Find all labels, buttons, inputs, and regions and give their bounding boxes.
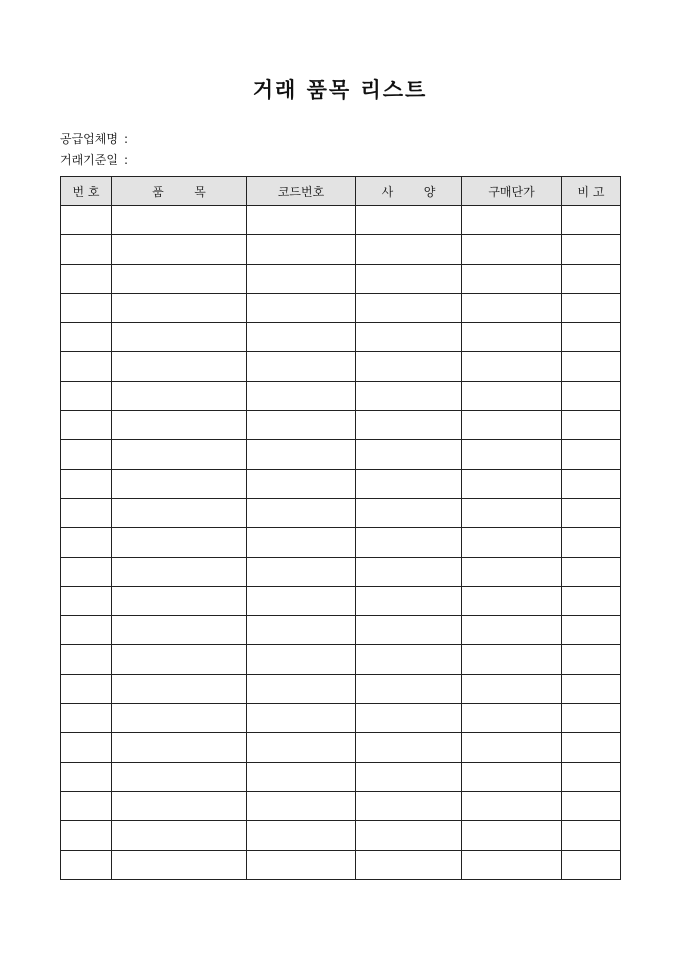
header-spec: 사 양: [356, 177, 462, 206]
cell-number[interactable]: [61, 645, 112, 674]
table-row: [61, 528, 621, 557]
supplier-colon: :: [123, 132, 129, 146]
header-item: 품 목: [112, 177, 247, 206]
table-row: [61, 293, 621, 322]
cell-spec[interactable]: [356, 586, 462, 615]
table-row: [61, 235, 621, 264]
cell-item[interactable]: [112, 850, 247, 879]
cell-remarks[interactable]: [562, 352, 621, 381]
cell-remarks[interactable]: [562, 440, 621, 469]
item-list-table: [60, 176, 621, 880]
cell-code[interactable]: [247, 645, 356, 674]
cell-item[interactable]: [112, 469, 247, 498]
cell-unit-price[interactable]: [462, 704, 562, 733]
cell-code[interactable]: [247, 381, 356, 410]
cell-code[interactable]: [247, 352, 356, 381]
cell-item[interactable]: [112, 440, 247, 469]
cell-spec[interactable]: [356, 528, 462, 557]
table-row: [61, 704, 621, 733]
cell-code[interactable]: [247, 762, 356, 791]
table-row: [61, 381, 621, 410]
header-number: 번 호: [61, 177, 112, 206]
cell-unit-price[interactable]: [462, 762, 562, 791]
cell-item[interactable]: [112, 235, 247, 264]
cell-spec[interactable]: [356, 323, 462, 352]
cell-unit-price[interactable]: [462, 674, 562, 703]
cell-spec[interactable]: [356, 235, 462, 264]
table-row: [61, 557, 621, 586]
header-unit-price: 구매단가: [462, 177, 562, 206]
cell-code[interactable]: [247, 821, 356, 850]
cell-number[interactable]: [61, 469, 112, 498]
cell-unit-price[interactable]: [462, 498, 562, 527]
cell-number[interactable]: [61, 498, 112, 527]
cell-code[interactable]: [247, 440, 356, 469]
cell-item[interactable]: [112, 645, 247, 674]
table-row: [61, 850, 621, 879]
cell-number[interactable]: [61, 850, 112, 879]
cell-item[interactable]: [112, 264, 247, 293]
cell-spec[interactable]: [356, 733, 462, 762]
cell-code[interactable]: [247, 557, 356, 586]
table-row: [61, 586, 621, 615]
cell-item[interactable]: [112, 381, 247, 410]
cell-remarks[interactable]: [562, 762, 621, 791]
cell-item[interactable]: [112, 411, 247, 440]
table-row: [61, 469, 621, 498]
cell-code[interactable]: [247, 674, 356, 703]
cell-remarks[interactable]: [562, 791, 621, 820]
cell-remarks[interactable]: [562, 616, 621, 645]
cell-item[interactable]: [112, 616, 247, 645]
table-row: [61, 645, 621, 674]
cell-item[interactable]: [112, 528, 247, 557]
cell-code[interactable]: [247, 704, 356, 733]
cell-unit-price[interactable]: [462, 352, 562, 381]
cell-item[interactable]: [112, 821, 247, 850]
cell-number[interactable]: [61, 821, 112, 850]
cell-number[interactable]: [61, 557, 112, 586]
cell-code[interactable]: [247, 791, 356, 820]
cell-number[interactable]: [61, 293, 112, 322]
cell-item[interactable]: [112, 293, 247, 322]
cell-item[interactable]: [112, 323, 247, 352]
cell-unit-price[interactable]: [462, 235, 562, 264]
cell-spec[interactable]: [356, 469, 462, 498]
cell-remarks[interactable]: [562, 674, 621, 703]
cell-unit-price[interactable]: [462, 528, 562, 557]
table-row: [61, 411, 621, 440]
cell-number[interactable]: [61, 323, 112, 352]
cell-unit-price[interactable]: [462, 264, 562, 293]
cell-unit-price[interactable]: [462, 469, 562, 498]
cell-spec[interactable]: [356, 293, 462, 322]
table-row: [61, 791, 621, 820]
table-row: [61, 323, 621, 352]
cell-unit-price[interactable]: [462, 616, 562, 645]
cell-remarks[interactable]: [562, 469, 621, 498]
base-date-colon: :: [123, 153, 129, 167]
cell-code[interactable]: [247, 733, 356, 762]
document-title: 거래 품목 리스트: [252, 77, 428, 102]
cell-remarks[interactable]: [562, 821, 621, 850]
cell-spec[interactable]: [356, 821, 462, 850]
cell-item[interactable]: [112, 557, 247, 586]
table-body: [61, 206, 621, 880]
cell-code[interactable]: [247, 528, 356, 557]
cell-spec[interactable]: [356, 381, 462, 410]
cell-spec[interactable]: [356, 411, 462, 440]
cell-item[interactable]: [112, 733, 247, 762]
cell-item[interactable]: [112, 791, 247, 820]
supplier-line: [60, 131, 128, 147]
cell-unit-price[interactable]: [462, 440, 562, 469]
cell-remarks[interactable]: [562, 850, 621, 879]
cell-number[interactable]: [61, 235, 112, 264]
table-row: [61, 762, 621, 791]
cell-spec[interactable]: [356, 498, 462, 527]
cell-spec[interactable]: [356, 440, 462, 469]
cell-number[interactable]: [61, 791, 112, 820]
table-row: [61, 821, 621, 850]
cell-item[interactable]: [112, 206, 247, 235]
cell-unit-price[interactable]: [462, 645, 562, 674]
cell-spec[interactable]: [356, 645, 462, 674]
cell-unit-price[interactable]: [462, 821, 562, 850]
cell-number[interactable]: [61, 762, 112, 791]
cell-item[interactable]: [112, 674, 247, 703]
cell-unit-price[interactable]: [462, 293, 562, 322]
cell-code[interactable]: [247, 235, 356, 264]
cell-spec[interactable]: [356, 206, 462, 235]
header-code: 코드번호: [247, 177, 356, 206]
cell-unit-price[interactable]: [462, 206, 562, 235]
cell-unit-price[interactable]: [462, 557, 562, 586]
cell-spec[interactable]: [356, 762, 462, 791]
cell-code[interactable]: [247, 264, 356, 293]
cell-remarks[interactable]: [562, 411, 621, 440]
cell-remarks[interactable]: [562, 645, 621, 674]
header-remarks: 비 고: [562, 177, 621, 206]
cell-code[interactable]: [247, 293, 356, 322]
table-row: [61, 498, 621, 527]
cell-number[interactable]: [61, 411, 112, 440]
table-row: [61, 733, 621, 762]
cell-unit-price[interactable]: [462, 411, 562, 440]
cell-item[interactable]: [112, 762, 247, 791]
cell-remarks[interactable]: [562, 733, 621, 762]
cell-remarks[interactable]: [562, 381, 621, 410]
cell-item[interactable]: [112, 704, 247, 733]
cell-spec[interactable]: [356, 791, 462, 820]
cell-remarks[interactable]: [562, 557, 621, 586]
cell-unit-price[interactable]: [462, 381, 562, 410]
cell-spec[interactable]: [356, 704, 462, 733]
cell-unit-price[interactable]: [462, 586, 562, 615]
cell-unit-price[interactable]: [462, 850, 562, 879]
cell-code[interactable]: [247, 616, 356, 645]
table-header-row: [61, 177, 621, 206]
cell-unit-price[interactable]: [462, 791, 562, 820]
cell-number[interactable]: [61, 616, 112, 645]
cell-unit-price[interactable]: [462, 323, 562, 352]
table-row: [61, 616, 621, 645]
cell-code[interactable]: [247, 411, 356, 440]
cell-number[interactable]: [61, 352, 112, 381]
cell-number[interactable]: [61, 674, 112, 703]
cell-unit-price[interactable]: [462, 733, 562, 762]
cell-remarks[interactable]: [562, 498, 621, 527]
table-row: [61, 352, 621, 381]
cell-remarks[interactable]: [562, 528, 621, 557]
cell-spec[interactable]: [356, 352, 462, 381]
cell-item[interactable]: [112, 352, 247, 381]
cell-remarks[interactable]: [562, 323, 621, 352]
cell-spec[interactable]: [356, 850, 462, 879]
cell-item[interactable]: [112, 498, 247, 527]
cell-spec[interactable]: [356, 616, 462, 645]
cell-number[interactable]: [61, 440, 112, 469]
cell-number[interactable]: [61, 206, 112, 235]
cell-remarks[interactable]: [562, 264, 621, 293]
cell-remarks[interactable]: [562, 206, 621, 235]
cell-code[interactable]: [247, 469, 356, 498]
cell-remarks[interactable]: [562, 293, 621, 322]
base-date-line: [60, 152, 128, 168]
cell-number[interactable]: [61, 704, 112, 733]
cell-code[interactable]: [247, 206, 356, 235]
cell-spec[interactable]: [356, 264, 462, 293]
supplier-label: 공급업체명: [60, 132, 118, 146]
cell-remarks[interactable]: [562, 235, 621, 264]
cell-code[interactable]: [247, 323, 356, 352]
base-date-label: 거래기준일: [60, 153, 118, 167]
cell-code[interactable]: [247, 850, 356, 879]
cell-number[interactable]: [61, 733, 112, 762]
cell-number[interactable]: [61, 528, 112, 557]
cell-remarks[interactable]: [562, 704, 621, 733]
table-row: [61, 674, 621, 703]
table-row: [61, 206, 621, 235]
cell-number[interactable]: [61, 381, 112, 410]
cell-remarks[interactable]: [562, 586, 621, 615]
cell-number[interactable]: [61, 586, 112, 615]
cell-code[interactable]: [247, 498, 356, 527]
table-row: [61, 264, 621, 293]
cell-number[interactable]: [61, 264, 112, 293]
table-row: [61, 440, 621, 469]
cell-spec[interactable]: [356, 674, 462, 703]
cell-code[interactable]: [247, 586, 356, 615]
cell-spec[interactable]: [356, 557, 462, 586]
cell-item[interactable]: [112, 586, 247, 615]
